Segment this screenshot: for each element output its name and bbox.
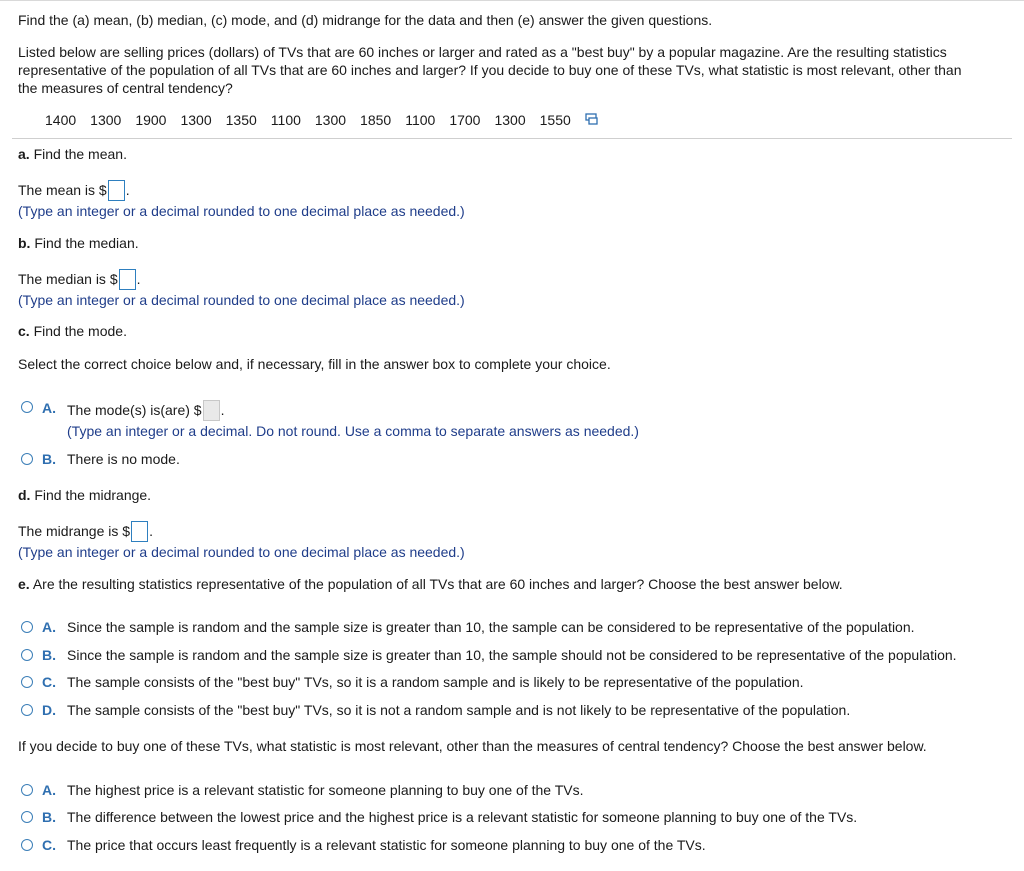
representative-choice-b-letter: B. <box>42 647 56 663</box>
mode-choice-b-radio[interactable] <box>21 453 33 465</box>
relevant-choice-b-letter: B. <box>42 809 56 825</box>
median-note: (Type an integer or a decimal rounded to one decimal place as needed.) <box>18 292 465 308</box>
section-divider <box>12 138 1012 139</box>
mode-answer-box[interactable] <box>203 400 220 421</box>
median-answer-box[interactable] <box>119 269 136 290</box>
data-value: 1300 <box>494 112 526 128</box>
midrange-answer-box[interactable] <box>131 521 148 542</box>
mode-choice-a-radio[interactable] <box>21 401 33 413</box>
part-b-heading <box>18 235 139 252</box>
part-a-heading <box>18 146 127 163</box>
data-value: 1300 <box>180 112 212 128</box>
part-a-letter: a. <box>18 146 30 162</box>
midrange-answer-line <box>18 522 153 543</box>
representative-choice-d-radio[interactable] <box>21 704 33 716</box>
mean-prefix: The mean is $ <box>18 182 107 199</box>
part-c-letter: c. <box>18 323 30 339</box>
data-value: 1700 <box>449 112 481 128</box>
relevant-choice-a-radio[interactable] <box>21 784 33 796</box>
part-d-heading-text: Find the midrange. <box>34 487 152 503</box>
data-value: 1300 <box>90 112 122 128</box>
median-answer-line <box>18 270 141 291</box>
data-value: 1350 <box>225 112 257 128</box>
mode-choice-a-prefix: The mode(s) is(are) $ <box>67 402 202 419</box>
mean-answer-box[interactable] <box>108 180 125 201</box>
mean-suffix: . <box>125 182 130 199</box>
data-value: 1100 <box>270 112 301 128</box>
top-border <box>0 0 1024 1</box>
relevant-choice-c-radio[interactable] <box>21 839 33 851</box>
copy-data-icon[interactable] <box>585 112 598 129</box>
part-d-heading <box>18 487 151 504</box>
relevant-statistic-question: If you decide to buy one of these TVs, what statistic is most relevant, other than the measures of central tendency? Choose the best answer below. <box>18 738 927 754</box>
representative-choice-b-text: Since the sample is random and the sample size is greater than 10, the sample should not be considered to be representative of the population. <box>67 647 957 663</box>
relevant-choice-b-radio[interactable] <box>21 811 33 823</box>
description-line-3: the measures of central tendency? <box>18 80 233 96</box>
relevant-choice-c-text: The price that occurs least frequently is a relevant statistic for someone planning to buy one of the TVs. <box>67 837 706 853</box>
part-c-heading <box>18 323 127 340</box>
part-c-heading-text: Find the mode. <box>33 323 127 339</box>
data-value: 1850 <box>360 112 392 128</box>
data-value: 1100 <box>405 112 436 128</box>
data-value: 1900 <box>135 112 167 128</box>
representative-choice-d-letter: D. <box>42 702 56 718</box>
representative-choice-b-radio[interactable] <box>21 649 33 661</box>
part-b-heading-text: Find the median. <box>34 235 139 251</box>
representative-choice-c-text: The sample consists of the "best buy" TVs, so it is a random sample and is likely to be representative of the population. <box>67 674 804 690</box>
midrange-prefix: The midrange is $ <box>18 523 131 540</box>
representative-choice-a-text: Since the sample is random and the sample size is greater than 10, the sample can be considered to be representative of the population. <box>67 619 915 635</box>
data-values-row <box>45 112 598 130</box>
relevant-choice-b-text: The difference between the lowest price and the highest price is a relevant statistic for someone planning to buy one of the TVs. <box>67 809 858 825</box>
part-e-letter: e. <box>18 576 30 592</box>
representative-choice-d-text: The sample consists of the "best buy" TVs, so it is not a random sample and is not likely to be representative of the population. <box>67 702 851 718</box>
mean-note: (Type an integer or a decimal rounded to one decimal place as needed.) <box>18 203 465 219</box>
mean-answer-line <box>18 181 130 202</box>
part-e-heading <box>18 576 843 593</box>
intro-text: Find the (a) mean, (b) median, (c) mode, and (d) midrange for the data and then (e) answer the given questions. <box>18 12 713 28</box>
part-e-heading-text: Are the resulting statistics representative of the population of all TVs that are 60 inches and larger? Choose the best answer below. <box>32 576 843 592</box>
data-value: 1550 <box>539 112 571 128</box>
data-value: 1300 <box>314 112 347 128</box>
median-prefix: The median is $ <box>18 271 118 288</box>
median-suffix: . <box>136 271 141 288</box>
part-b-letter: b. <box>18 235 31 251</box>
mode-choice-a-line <box>67 401 224 422</box>
data-value: 1400 <box>45 112 77 128</box>
midrange-note: (Type an integer or a decimal rounded to one decimal place as needed.) <box>18 544 465 560</box>
representative-choice-c-radio[interactable] <box>21 676 33 688</box>
representative-choice-a-letter: A. <box>42 619 56 635</box>
mode-choice-a-note: (Type an integer or a decimal. Do not round. Use a comma to separate answers as needed.) <box>67 423 639 439</box>
part-d-letter: d. <box>18 487 31 503</box>
representative-choice-a-radio[interactable] <box>21 621 33 633</box>
description-line-1: Listed below are selling prices (dollars) of TVs that are 60 inches or larger and rated as a "best buy" by a popular magazine. Are the resulting statistics <box>18 44 947 60</box>
part-a-heading-text: Find the mean. <box>33 146 127 162</box>
representative-choice-c-letter: C. <box>42 674 56 690</box>
relevant-choice-a-letter: A. <box>42 782 56 798</box>
mode-choice-a-letter: A. <box>42 400 56 416</box>
relevant-choice-c-letter: C. <box>42 837 56 853</box>
relevant-choice-a-text: The highest price is a relevant statistic for someone planning to buy one of the TVs. <box>67 782 584 798</box>
mode-choice-b-letter: B. <box>42 451 56 467</box>
description-line-2: representative of the population of all TVs that are 60 inches and larger? If you decide to buy one of these TVs, what statistic is most relevant, other than <box>18 62 962 78</box>
midrange-suffix: . <box>149 523 153 540</box>
mode-choice-b-text: There is no mode. <box>67 451 180 467</box>
mode-choice-a-suffix: . <box>220 402 225 419</box>
mode-instruction: Select the correct choice below and, if necessary, fill in the answer box to complete your choice. <box>18 356 611 372</box>
